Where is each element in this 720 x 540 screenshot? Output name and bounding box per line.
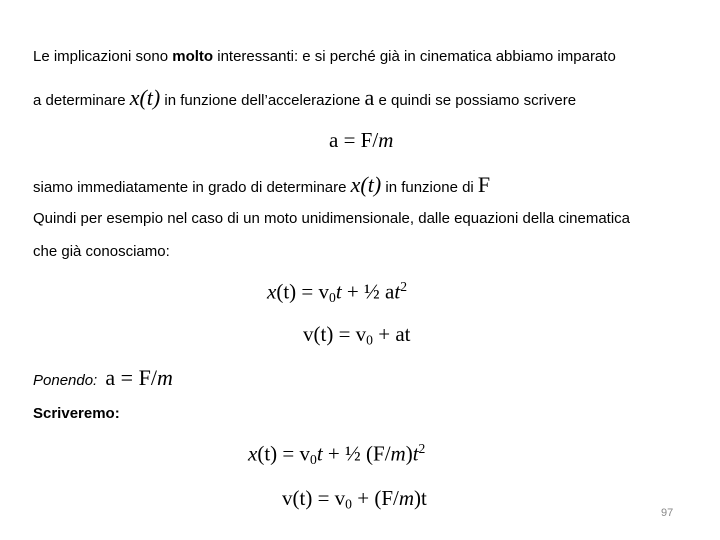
eq-var: x	[267, 279, 277, 304]
math-xt: x(t)	[129, 85, 161, 110]
eq-text: )	[405, 441, 413, 466]
eq-text: (t) = v	[276, 279, 329, 304]
math-xt: x(t)	[350, 172, 382, 197]
eq-var: t	[412, 441, 419, 466]
eq-var: t	[335, 279, 342, 304]
eq-var-m: m	[156, 365, 173, 390]
page-number: 97	[661, 507, 674, 519]
eq-text: )t	[414, 486, 427, 510]
eq-text: a = F/	[329, 128, 379, 152]
text: in funzione dell’accelerazione	[160, 92, 365, 109]
eq-text: + ½ a	[341, 279, 395, 304]
text: interessanti: e si perché già in cinematica abbiamo imparato	[213, 48, 616, 65]
math-F: F	[477, 172, 491, 197]
paragraph-example: Quindi per esempio nel caso di un moto unidimensionale, dalle equazioni della cinematica	[33, 210, 631, 227]
eq-var: m	[398, 486, 415, 510]
eq-sub: 0	[345, 496, 352, 512]
scriveremo-label: Scriveremo:	[33, 405, 120, 422]
eq-text: + at	[373, 322, 411, 346]
equation-newton	[329, 128, 393, 153]
eq-sup: 2	[400, 279, 408, 294]
paragraph-known: che già conosciamo:	[33, 243, 170, 260]
eq-text: a = F/	[105, 365, 157, 390]
equation-velocity	[303, 322, 411, 348]
text: Le implicazioni sono	[33, 48, 173, 65]
eq-sub: 0	[366, 332, 373, 348]
equation-position	[267, 279, 407, 306]
eq-text: (t) = v	[257, 441, 310, 466]
eq-sub: 0	[310, 451, 317, 467]
paragraph-intro	[33, 47, 616, 67]
equation-velocity-force	[282, 486, 427, 512]
eq-var: t	[394, 279, 401, 304]
bold-text: molto	[172, 48, 214, 65]
ponendo-line	[33, 365, 173, 391]
eq-var: x	[248, 441, 258, 466]
eq-text: v(t) = v	[282, 486, 346, 510]
text: e quindi se possiamo scrivere	[374, 92, 577, 109]
eq-text: v(t) = v	[303, 322, 367, 346]
paragraph-immediately	[33, 172, 491, 198]
text: in funzione di	[381, 179, 478, 196]
eq-text: + (F/	[352, 486, 399, 510]
text: a determinare	[33, 92, 130, 109]
equation-position-force	[248, 441, 425, 468]
eq-sup: 2	[418, 441, 426, 456]
eq-var: t	[316, 441, 323, 466]
ponendo-label: Ponendo:	[33, 372, 98, 389]
eq-var-m: m	[378, 128, 394, 152]
text: siamo immediatamente in grado di determinare	[33, 179, 351, 196]
eq-sub: 0	[329, 289, 336, 305]
eq-text: + ½ (F/	[322, 441, 391, 466]
eq-var: m	[390, 441, 406, 466]
math-a: a	[364, 85, 375, 110]
paragraph-determine	[33, 85, 577, 111]
